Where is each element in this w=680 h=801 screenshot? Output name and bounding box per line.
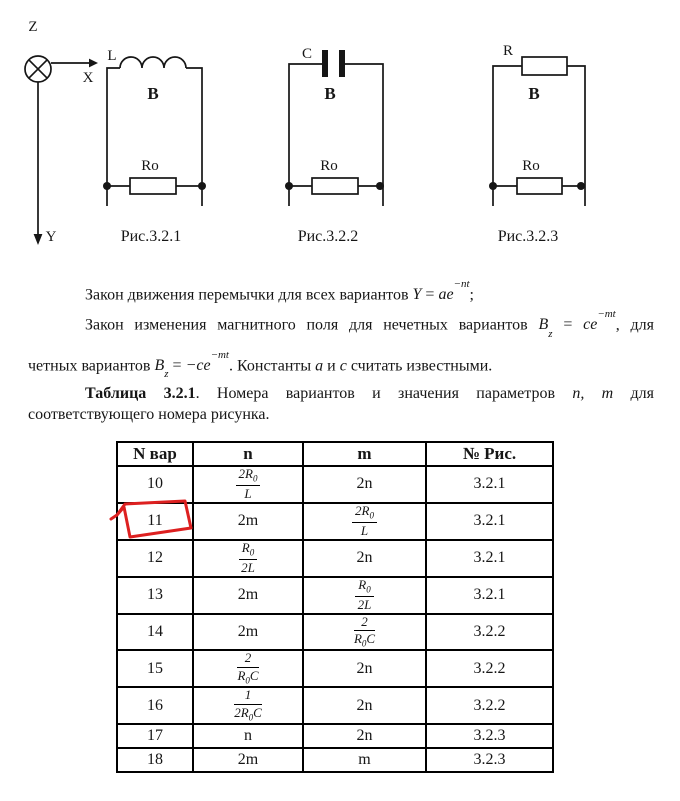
circuit-fig3 [489,57,585,206]
plain-value: 2n [356,549,373,567]
junction-dot [103,182,111,190]
plain-value: 2n [356,696,373,714]
fraction-value: $\frac{2}{R_0C}$ [237,650,259,686]
resistor-ro-icon [130,178,176,194]
circuit-fig1 [103,57,206,206]
n-value-cell [193,577,303,614]
m-value-cell [303,748,426,772]
const-c: c [339,356,347,374]
fraction-value: $\frac{1}{2R_0C}$ [234,687,262,723]
law2-line2-tail: считать известными. [346,356,493,374]
n-value-cell [193,724,303,748]
table-row [117,466,553,503]
variant-cell: 16 [117,687,193,724]
junction-dot [198,182,206,190]
table-row [117,614,553,651]
junction-dot [577,182,585,190]
table-caption-text: Номера вариантов и значения параметров [216,385,573,402]
m-value-cell [303,577,426,614]
resistor-ro-icon [517,178,562,194]
variant-cell: 14 [117,614,193,651]
table-row [117,724,553,748]
junction-dot [285,182,293,190]
figure-number-cell: 3.2.1 [426,503,553,540]
fig1-inductor-label: L [107,48,117,64]
fig1-field-label: B [147,84,159,103]
m-value-cell [303,614,426,651]
figure-number-cell: 3.2.1 [426,577,553,614]
law1-lead-text: Закон движения перемычки для всех вариантов [85,286,413,304]
const-a: a [315,356,324,374]
fraction-value: $\frac{R_0}{2L}$ [355,578,373,613]
fraction-value: $\frac{2R_0}{L}$ [236,467,261,502]
formula-y-motion: $Y = ae^{-nt}$ [412,278,470,304]
resistor-r-icon [522,57,567,75]
table-row [117,540,553,577]
field-law-line2: четных вариантов $B_z = -ce^{-mt}$. Константы a и c считать известными. [28,348,493,381]
fig2-capacitor-label: C [301,46,313,62]
table-row [117,687,553,724]
plain-value: 2n [356,475,373,493]
fig3-caption: Рис.3.2.3 [497,228,559,245]
column-header: № Рис. [426,442,553,466]
table-row [117,577,553,614]
plain-value: 2m [237,751,259,769]
variant-cell: 13 [117,577,193,614]
inductor-icon [120,57,186,68]
fig3-resistor-label: Ro [522,158,540,174]
column-header: n [193,442,303,466]
plain-value: 2n [356,727,373,745]
table-caption [28,383,654,425]
field-law-paragraph [28,305,654,386]
m-value-cell [303,503,426,540]
fraction-value: $\frac{2R_0}{L}$ [352,504,377,539]
m-value-cell [303,466,426,503]
fig2-resistor-label: Ro [320,158,338,174]
plain-value: 2m [237,512,259,530]
figure-number-cell: 3.2.3 [426,724,553,748]
law1-tail-text: ; [469,286,474,304]
column-header: m [303,442,426,466]
junction-dot [376,182,384,190]
n-value-cell [193,540,303,577]
m-value-cell [303,650,426,687]
table-row [117,503,553,540]
plain-value: n [244,727,252,745]
n-value-cell [193,614,303,651]
table-body [117,466,553,772]
variant-cell: 18 [117,748,193,772]
fig3-field-label: B [528,84,540,103]
plain-value: 2m [237,586,259,604]
plain-value: m [358,751,371,769]
figures-section [0,0,680,260]
z-axis-label: Z [28,19,38,35]
n-value-cell [193,466,303,503]
variants-table-container [116,441,554,773]
m-value-cell [303,540,426,577]
law2-line2-mid: . Константы [229,356,316,374]
circuit-fig2 [285,50,384,206]
n-value-cell [193,687,303,724]
law2-line1-tail: , для [615,316,655,334]
law2-lead-text: Закон изменения магнитного поля для нечетных вариантов [85,316,539,334]
figure-number-cell: 3.2.2 [426,614,553,651]
law2-line2-lead: четных вариантов [28,356,155,374]
fig1-resistor-label: Ro [141,158,159,174]
fig2-field-label: B [324,84,336,103]
variant-cell: 17 [117,724,193,748]
capacitor-plate-icon [322,50,328,77]
table-caption-line1: Таблица 3.2.1. Номера вариантов и значения параметров n, m для [85,385,655,402]
plain-value: 2m [237,622,259,640]
formula-bz-even: $B_z = -ce^{-mt}$ [154,348,229,381]
junction-dot [489,182,497,190]
fraction-value: $\frac{2}{R_0C}$ [353,613,376,650]
variant-cell: 10 [117,466,193,503]
fig3-resistor-top-label: R [502,43,514,59]
figure-number-cell: 3.2.1 [426,540,553,577]
table-caption-line2: соответствующего номера рисунка. [28,406,270,423]
variant-cell: 12 [117,540,193,577]
variant-cell: 15 [117,650,193,687]
plain-value: 2n [356,659,373,677]
figure-number-cell: 3.2.3 [426,748,553,772]
table-header-row [117,442,553,466]
m-value-cell [303,687,426,724]
figure-number-cell: 3.2.1 [426,466,553,503]
n-value-cell [193,503,303,540]
fig1-caption: Рис.3.2.1 [120,228,182,245]
fraction-value: $\frac{R_0}{2L}$ [239,541,257,576]
capacitor-plate-icon [339,50,345,77]
figure-number-cell: 3.2.2 [426,687,553,724]
field-law-line1 [28,305,654,346]
resistor-ro-icon [312,178,358,194]
table-caption-number: Таблица 3.2.1 [85,385,196,402]
table-row [117,650,553,687]
n-value-cell [193,650,303,687]
variant-cell-marked: 11 [117,503,193,540]
formula-bz-odd: $B_z = ce^{-mt}$ [538,308,616,340]
m-value-cell [303,724,426,748]
variants-table [116,441,554,773]
fig2-caption: Рис.3.2.2 [297,228,359,245]
y-axis-label: Y [45,229,57,245]
figure-number-cell: 3.2.2 [426,650,553,687]
n-value-cell [193,748,303,772]
x-axis-label: X [82,70,94,86]
table-row [117,748,553,772]
table-caption-params: n, m [572,385,614,402]
column-header: N вар [117,442,193,466]
